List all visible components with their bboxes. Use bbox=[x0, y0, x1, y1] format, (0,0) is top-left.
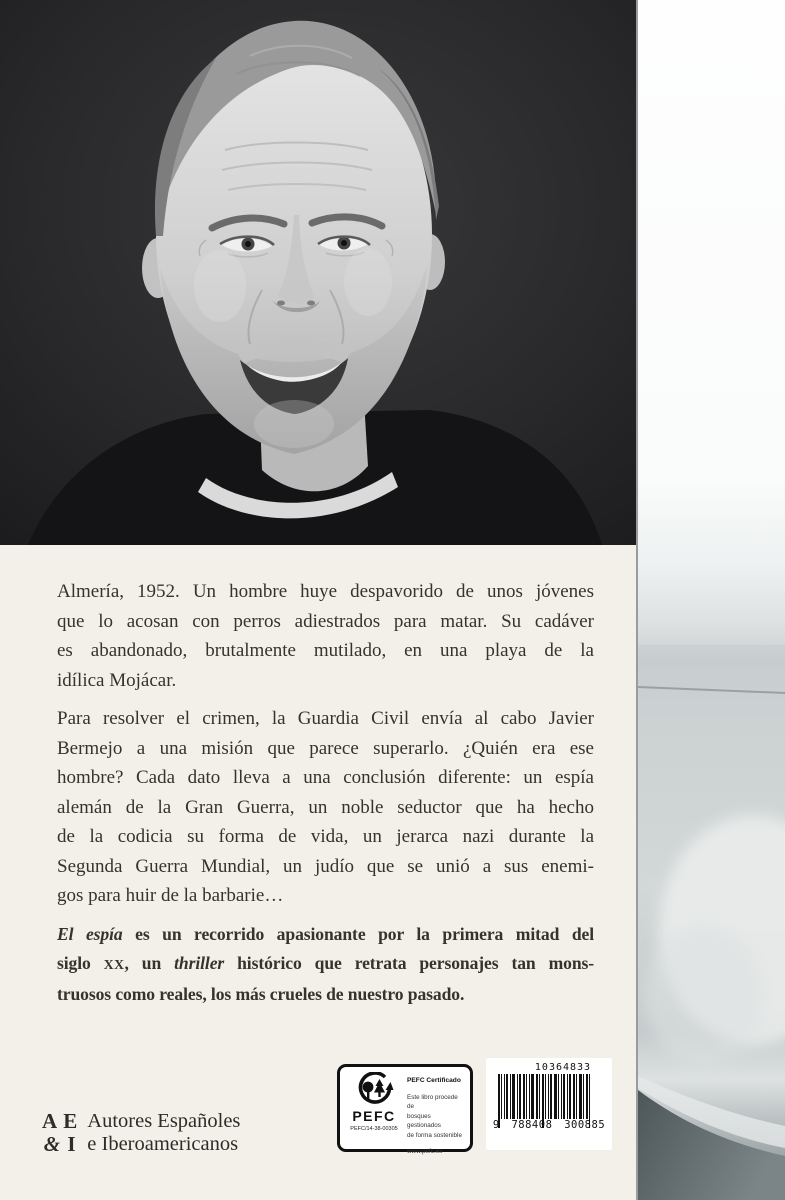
publisher-initials-row1: A E bbox=[42, 1109, 79, 1133]
highlight-text: es un recorrido apasionante por la primera mitad del bbox=[122, 923, 595, 944]
pefc-website: www.pefc.es bbox=[407, 1148, 443, 1156]
synopsis-line: idílica Mojácar. bbox=[57, 669, 177, 691]
roman-numeral-smallcaps: XX bbox=[103, 957, 125, 972]
highlight-line bbox=[57, 920, 594, 950]
barcode-isbn-digits: 9 788408 300885 bbox=[492, 1119, 606, 1131]
pefc-claim bbox=[407, 1093, 464, 1140]
highlight-line bbox=[57, 949, 594, 980]
pefc-claim-line2: bosques gestionados bbox=[407, 1112, 441, 1130]
synopsis-line: hombre? Cada dato lleva a una conclusión diferente: un espía bbox=[57, 767, 594, 788]
highlight-paragraph bbox=[57, 920, 594, 1010]
highlight-line: truosos como reales, los más crueles de nuestro pasado. bbox=[57, 983, 465, 1004]
isbn-barcode bbox=[486, 1058, 612, 1150]
collection-name-line1: Autores Españoles bbox=[87, 1110, 241, 1132]
publisher-initial-i: I bbox=[67, 1132, 77, 1156]
synopsis-line: Bermejo a una misión que parece superarlo. ¿Quién era ese bbox=[57, 737, 594, 759]
synopsis-line: gos para huir de la barbarie… bbox=[57, 885, 284, 906]
pefc-certified-label: PEFC Certificado bbox=[407, 1077, 461, 1084]
pefc-claim-line3: de forma sostenible bbox=[407, 1131, 462, 1139]
highlight-text: histórico que retrata personajes tan mons- bbox=[224, 953, 595, 973]
ampersand: & bbox=[43, 1132, 62, 1156]
author-photo bbox=[0, 0, 636, 545]
synopsis-paragraph-1 bbox=[57, 577, 594, 695]
publisher-collection-name bbox=[87, 1110, 240, 1156]
publisher-initials bbox=[42, 1110, 78, 1156]
back-cover-synopsis bbox=[57, 577, 594, 1009]
front-cover-edge-image bbox=[636, 0, 785, 1200]
synopsis-line: alemán de la Gran Guerra, un noble seductor que ha hecho bbox=[57, 796, 594, 818]
pefc-claim-line1: Este libro procede de bbox=[407, 1093, 458, 1111]
synopsis-line: de la codicia su forma de vida, un jerarca nazi durante la bbox=[57, 826, 594, 847]
synopsis-line: Para resolver el crimen, la Guardia Civil envía al cabo Javier bbox=[57, 708, 594, 729]
synopsis-line: es abandonado, brutalmente mutilado, en una playa de la bbox=[57, 640, 594, 661]
synopsis-line: Almería, 1952. Un hombre huye despavorido de unos jóvenes bbox=[57, 581, 594, 602]
highlight-text: , un bbox=[124, 953, 175, 973]
barcode-top-number: 10364833 bbox=[534, 1062, 592, 1073]
pefc-acronym: PEFC bbox=[352, 1108, 396, 1124]
highlight-text: siglo bbox=[57, 953, 104, 973]
thriller-italic: thriller bbox=[174, 953, 225, 973]
pefc-trees-icon bbox=[354, 1072, 394, 1108]
synopsis-line: que lo acosan con perros adiestrados para matar. Su cadáver bbox=[57, 610, 594, 632]
synopsis-line: Segunda Guerra Mundial, un judío que se unió a sus enemi- bbox=[57, 855, 594, 877]
pefc-right-column bbox=[407, 1072, 464, 1156]
publisher-logo bbox=[42, 1110, 240, 1156]
pefc-left-column bbox=[346, 1072, 402, 1144]
publisher-initials-row2 bbox=[42, 1133, 78, 1156]
book-title-italic: El espía bbox=[57, 923, 123, 944]
pefc-license-code: PEFC/14-38-00305 bbox=[350, 1126, 398, 1132]
pefc-certification-label bbox=[337, 1064, 473, 1156]
author-portrait bbox=[0, 0, 636, 545]
collection-name-line2: e Iberoamericanos bbox=[87, 1133, 239, 1155]
synopsis-paragraph-2 bbox=[57, 704, 594, 911]
